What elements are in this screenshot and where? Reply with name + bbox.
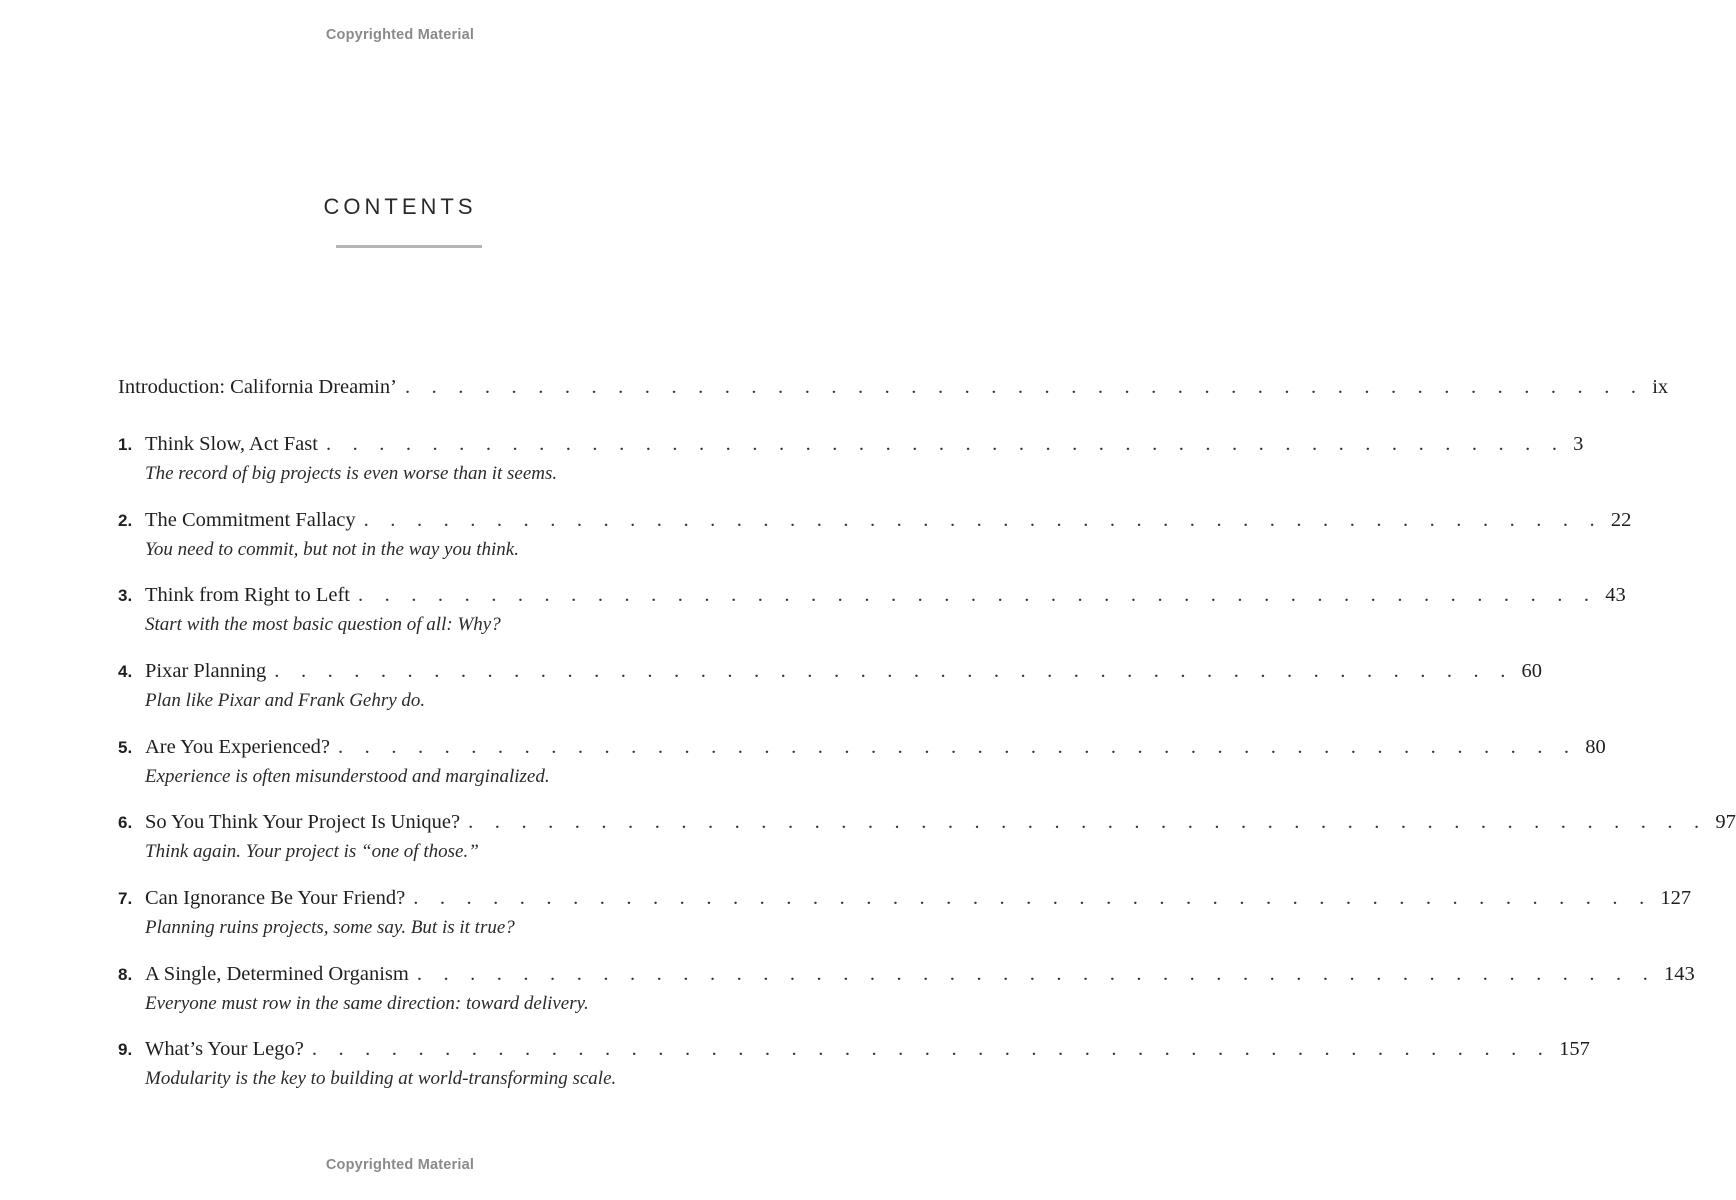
chapter-page: 22 [1610,509,1632,531]
chapter-number: 6. [118,813,133,832]
dot-leader: . . . . . . . . . . . . . . . . . . . . . . . . . . . . . . . . . . . . . . . . . . . . . . . [338,736,1578,758]
chapter-title: Are You Experienced? [145,736,331,758]
chapter-page: 3 [1573,433,1584,455]
dot-leader: . . . . . . . . . . . . . . . . . . . . . . . . . . . . . . . . . . . . . . . . . . . . . . . [274,660,1514,682]
toc-entry-chapter-3[interactable] [118,580,1626,610]
chapter-number: 1. [118,435,133,454]
dot-leader: . . . . . . . . . . . . . . . . . . . . . . . . . . . . . . . . . . . . . . . . . . . . . . . [311,1038,1552,1060]
chapter-subtitle: Experience is often misunderstood and marginalized. [145,766,550,787]
chapter-number: 8. [118,965,133,984]
title-underline [336,245,482,248]
toc-entry-title: Introduction: California Dreamin’ [118,376,397,398]
toc-entry-chapter-7[interactable] [118,883,1692,913]
page-title: CONTENTS [323,194,477,219]
chapter-number: 9. [118,1040,133,1059]
chapter-number: 5. [118,738,133,757]
dot-leader: . . . . . . . . . . . . . . . . . . . . . . . . . . . . . . . . . . . . . . . . . . . . . . . [404,376,1645,398]
chapter-subtitle: You need to commit, but not in the way you think. [145,539,519,560]
toc-entry-chapter-4[interactable] [118,656,1543,686]
chapter-subtitle: The record of big projects is even worse than it seems. [145,463,558,484]
chapter-subtitle: Everyone must row in the same direction: toward delivery. [145,993,589,1014]
chapter-subtitle: Think again. Your project is “one of those.” [145,841,479,862]
toc-entry-chapter-5[interactable] [118,732,1606,762]
dot-leader: . . . . . . . . . . . . . . . . . . . . . . . . . . . . . . . . . . . . . . . . . . . . . . . [416,963,1657,985]
chapter-subtitle: Plan like Pixar and Frank Gehry do. [145,690,426,711]
dot-leader: . . . . . . . . . . . . . . . . . . . . . . . . . . . . . . . . . . . . . . . . . . . . . . . [363,509,1603,531]
chapter-page: 97 [1715,811,1736,833]
chapter-title: Can Ignorance Be Your Friend? [145,887,406,909]
toc-entry-chapter-1[interactable] [118,429,1584,459]
toc-entry-page: ix [1652,376,1669,398]
chapter-title: So You Think Your Project Is Unique? [145,811,461,833]
dot-leader: . . . . . . . . . . . . . . . . . . . . . . . . . . . . . . . . . . . . . . . . . . . . . . . [357,584,1598,606]
chapter-title: What’s Your Lego? [145,1038,304,1060]
toc-entry-chapter-6[interactable] [118,807,1736,837]
chapter-title: The Commitment Fallacy [145,509,356,531]
chapter-page: 143 [1664,963,1695,985]
chapter-subtitle: Modularity is the key to building at world-transforming scale. [145,1068,617,1089]
chapter-title: Pixar Planning [145,660,267,682]
chapter-title: A Single, Determined Organism [145,963,409,985]
watermark-top: Copyrighted Material [325,27,475,43]
chapter-number: 2. [118,511,133,530]
chapter-subtitle: Planning ruins projects, some say. But is it true? [145,917,515,938]
dot-leader: . . . . . . . . . . . . . . . . . . . . . . . . . . . . . . . . . . . . . . . . . . . . . . . [413,887,1653,909]
chapter-number: 3. [118,586,133,605]
chapter-page: 157 [1559,1038,1590,1060]
toc-entry-chapter-8[interactable] [118,959,1695,989]
dot-leader: . . . . . . . . . . . . . . . . . . . . . . . . . . . . . . . . . . . . . . . . . . . . . . . [325,433,1566,455]
chapter-page: 60 [1521,660,1543,682]
chapter-title: Think Slow, Act Fast [145,433,318,455]
toc-entry-introduction[interactable] [118,372,1669,402]
toc-entry-chapter-9[interactable] [118,1034,1590,1064]
watermark-bottom: Copyrighted Material [325,1157,475,1173]
chapter-page: 80 [1585,736,1606,758]
chapter-title: Think from Right to Left [145,584,350,606]
chapter-subtitle: Start with the most basic question of all: Why? [145,614,501,635]
dot-leader: . . . . . . . . . . . . . . . . . . . . . . . . . . . . . . . . . . . . . . . . . . . . . . . [468,811,1708,833]
chapter-page: 127 [1660,887,1692,909]
toc-entry-chapter-2[interactable] [118,505,1632,535]
chapter-page: 43 [1605,584,1626,606]
chapter-number: 4. [118,662,133,681]
chapter-number: 7. [118,889,133,908]
